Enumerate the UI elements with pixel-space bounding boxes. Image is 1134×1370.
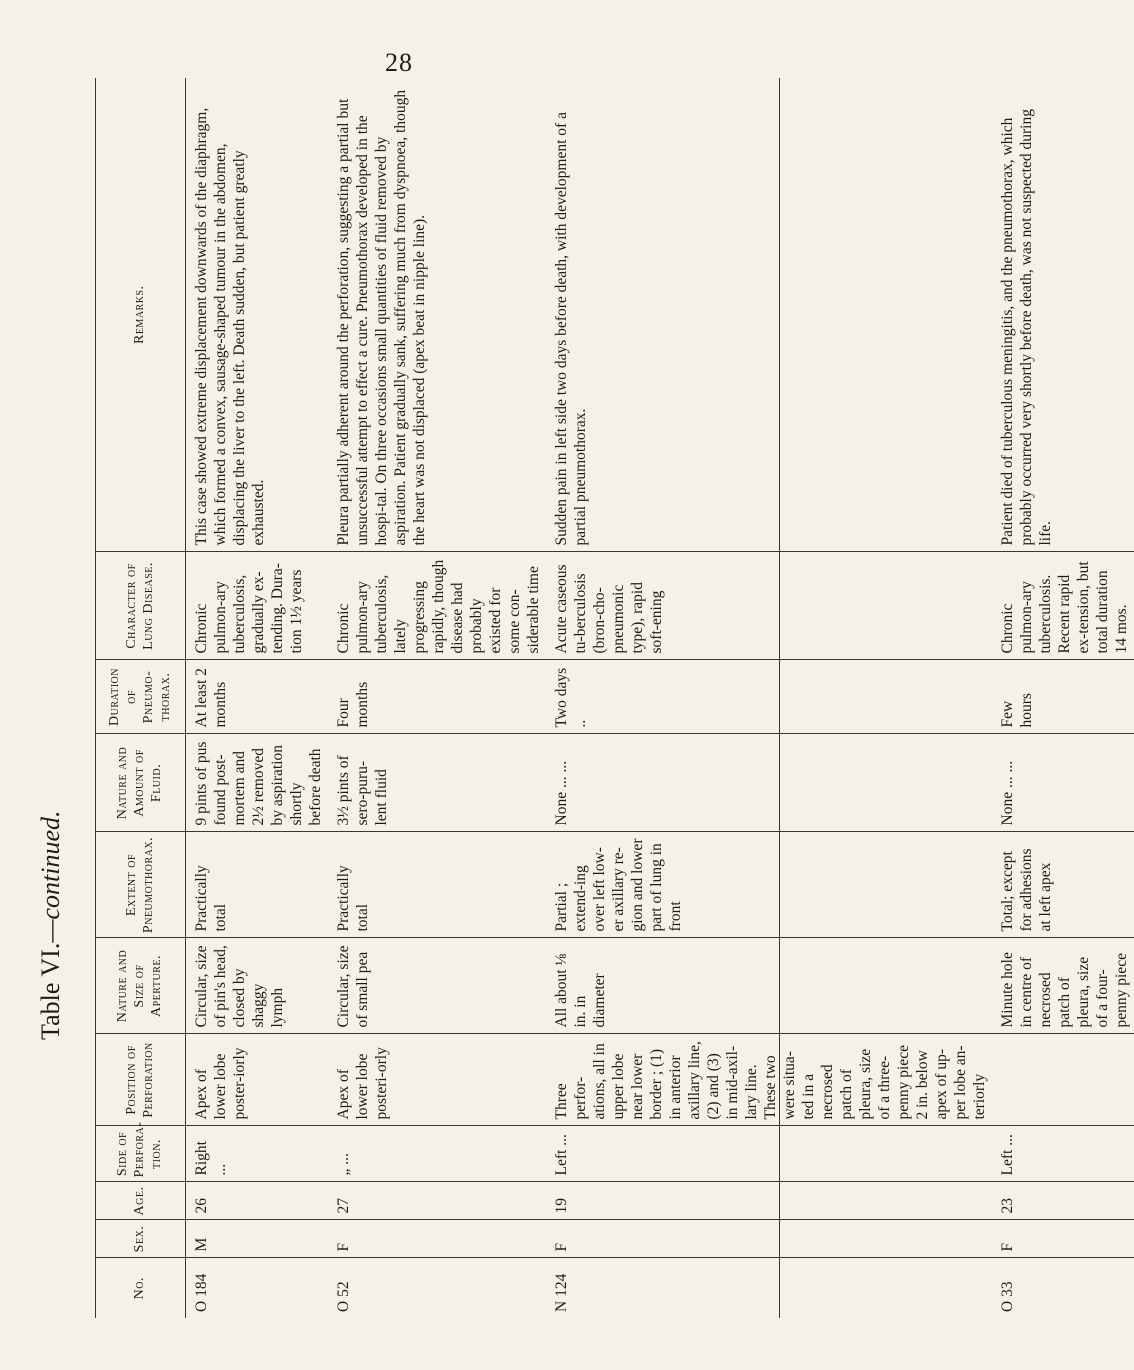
cell-fluid: None ... ... xyxy=(992,734,1134,832)
table-row xyxy=(185,78,328,1318)
col-header-sex: Sex. xyxy=(95,1220,185,1258)
cell-fluid: 9 pints of pus found post-mortem and 2½ removed by aspiration shortly before death xyxy=(185,734,328,832)
cell-fluid: 3½ pints of sero-puru-lent fluid xyxy=(328,734,546,832)
col-header-character: Character of Lung Disease. xyxy=(95,552,185,660)
table-row xyxy=(992,78,1134,1318)
cell-remarks: Patient died of tuberculous meningitis, and the pneumothorax, which probably occurred very shortly before death, was not suspected during life. xyxy=(998,109,1054,546)
cell-character: Chronic pulmon-ary tuberculosis. Recent rapid ex-tension, but total duration 14 mos. xyxy=(992,552,1134,660)
cell-duration: Two days .. xyxy=(546,660,992,734)
cell-side: Left ... xyxy=(992,1126,1134,1182)
cell-side: Right ... xyxy=(185,1126,328,1182)
cell-remarks: This case showed extreme displacement downwards of the diaphragm, which formed a convex, sausage-shaped tumour in the abdomen, displacing the liver to the left. Death sudden, but patient greatly exhausted. xyxy=(192,107,267,546)
cell-character: Acute caseous tu-berculosis (bron-cho-pneumonic type), rapid soft-ening xyxy=(546,552,992,660)
cell-duration: Few hours xyxy=(992,660,1134,734)
cell-no: O 52 xyxy=(328,1258,546,1318)
page-number: 28 xyxy=(385,48,413,77)
col-header-age: Age. xyxy=(95,1182,185,1220)
cell-age: 27 xyxy=(328,1182,546,1220)
table-row xyxy=(328,78,546,1318)
cell-nature: Minute hole in centre of necrosed patch of pleura, size of a four-penny piece xyxy=(992,938,1134,1034)
cell-no: N 124 xyxy=(546,1258,992,1318)
table-row xyxy=(546,78,992,1318)
cell-position: Apex of lower lobe poster-iorly xyxy=(185,1034,328,1126)
cell-position xyxy=(992,1034,1134,1126)
col-header-position: Position of Perforation xyxy=(95,1034,185,1126)
col-header-fluid: Nature and Amount of Fluid. xyxy=(95,734,185,832)
cell-extent: Partial ; extend-ing over left low-er axillary re-gion and lower part of lung in front xyxy=(546,832,992,938)
cell-extent: Practically total xyxy=(328,832,546,938)
cell-age: 26 xyxy=(185,1182,328,1220)
cell-side: „ ... xyxy=(328,1126,546,1182)
col-header-side: Side of Perfora-tion. xyxy=(95,1126,185,1182)
cell-character: Chronic pulmon-ary tuberculosis, gradually ex-tending. Dura-tion 1½ years xyxy=(185,552,328,660)
col-header-extent: Extent of Pneumothorax. xyxy=(95,832,185,938)
table-title-continued: —continued. xyxy=(36,810,65,943)
data-table xyxy=(95,78,1134,1318)
cell-remarks: Sudden pain in left side two days before death, with development of a partial pneumothorax. xyxy=(552,112,589,546)
cell-age: 19 xyxy=(546,1182,992,1220)
cell-nature: Circular, size of small pea xyxy=(328,938,546,1034)
col-header-duration: Duration of Pneumo-thorax. xyxy=(95,660,185,734)
cell-duration: At least 2 months xyxy=(185,660,328,734)
cell-extent: Practically total xyxy=(185,832,328,938)
cell-side: Left ... xyxy=(546,1126,992,1182)
cell-no: O 33 xyxy=(992,1258,1134,1318)
cell-nature: All about ⅛ in. in diameter xyxy=(546,938,992,1034)
col-header-no: No. xyxy=(95,1258,185,1318)
cell-nature: Circular, size of pin's head, closed by shaggy lymph xyxy=(185,938,328,1034)
cell-no: O 184 xyxy=(185,1258,328,1318)
cell-fluid: None ... ... xyxy=(546,734,992,832)
table-title-label: Table VI. xyxy=(36,942,65,1040)
header-row xyxy=(95,78,185,1318)
cell-sex: M xyxy=(185,1220,328,1258)
cell-duration: Four months xyxy=(328,660,546,734)
cell-sex: F xyxy=(992,1220,1134,1258)
cell-position: Three perfor-ations, all in upper lobe near lower border ; (1) in anterior axillary line, (2) and (3) in mid-axil-lary line. These two were situa-ted in a necrosed patch of pleura, size of a three-penny piece 2 in. below apex of up-per lobe an-teriorly xyxy=(546,1034,992,1126)
col-header-nature: Nature and Size of Aperture. xyxy=(95,938,185,1034)
cell-extent: Total; except for adhesions at left apex xyxy=(992,832,1134,938)
table-title xyxy=(36,780,76,1040)
col-header-remarks: Remarks. xyxy=(95,78,185,552)
table-container xyxy=(95,78,1130,1318)
cell-age: 23 xyxy=(992,1182,1134,1220)
cell-position: Apex of lower lobe posteri-orly xyxy=(328,1034,546,1126)
cell-remarks: Pleura partially adherent around the perforation, suggesting a partial but unsuccessful attempt to effect a cure. Pneumothorax developed in the hospi-tal. On three occasions small quantities of fluid removed by aspiration. Patient gradually sank, suffering much from dyspnoea, though the heart was not displaced (apex beat in nipple line). xyxy=(334,89,428,546)
cell-sex: F xyxy=(328,1220,546,1258)
cell-character: Chronic pulmon-ary tuberculosis, lately progressing rapidly, though disease had probably existed for some con-siderable time xyxy=(328,552,546,660)
cell-sex: F xyxy=(546,1220,992,1258)
